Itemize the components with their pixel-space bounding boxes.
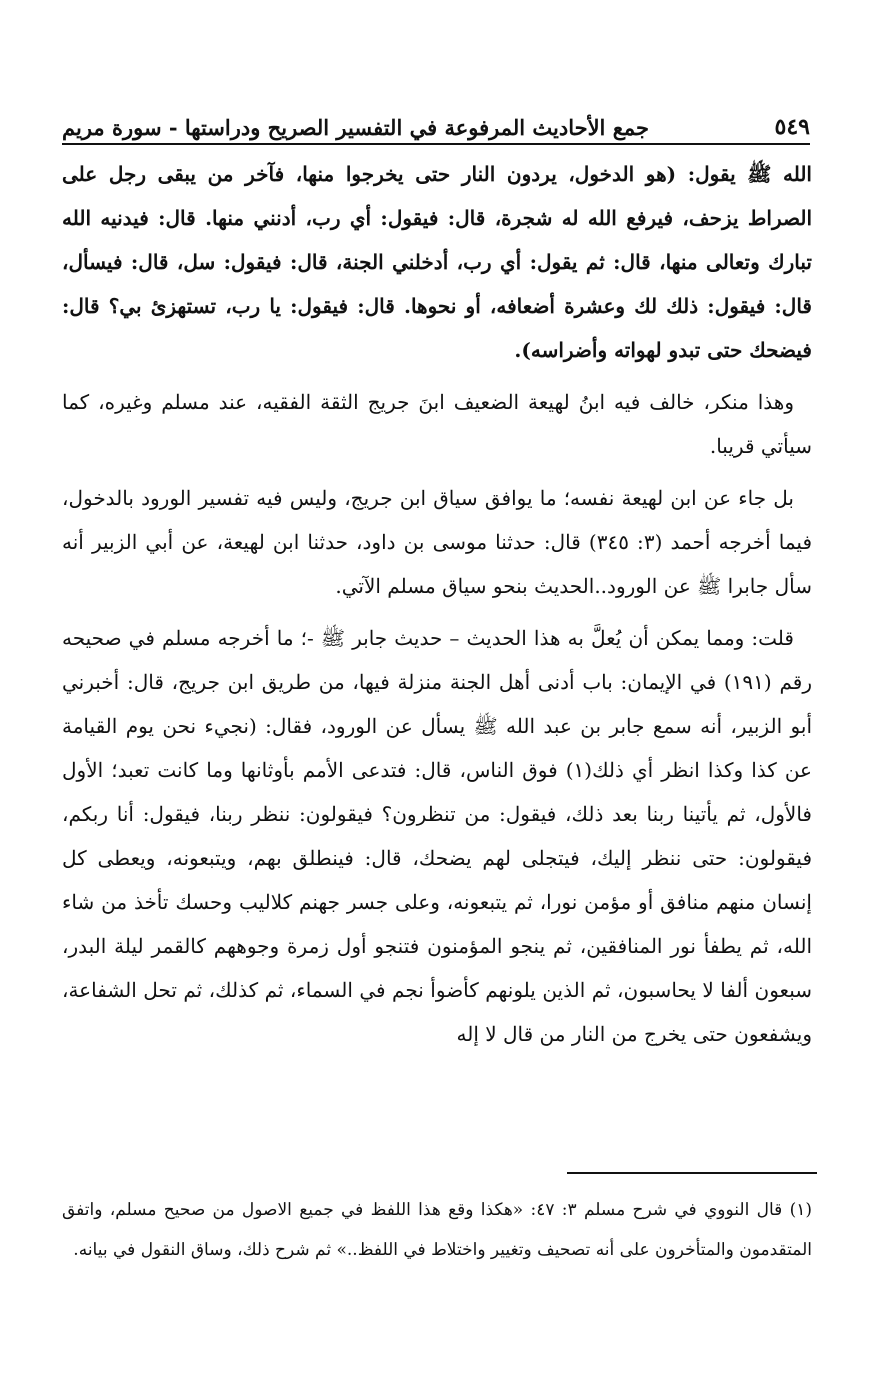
main-text xyxy=(62,152,812,1056)
footnote-1: (١) قال النووي في شرح مسلم ٣: ٤٧: «هكذا وقع هذا اللفظ في جميع الاصول من صحيح مسلم، واتفق المتقدمون والمتأخرون على أنه تصحيف وتغيير واختلاط في اللفظ..» ثم شرح ذلك، وساق النقول في بيانه. xyxy=(62,1200,812,1260)
header-rule xyxy=(62,143,810,145)
paragraph-muslim-narration: قلت: ومما يمكن أن يُعلَّ به هذا الحديث – حديث جابر ﷺ -؛ ما أخرجه مسلم في صحيحه رقم (١٩١) في الإيمان: باب أدنى أهل الجنة منزلة فيها، من طريق ابن جريج، قال: أخبرني أبو الزبير، أنه سمع جابر بن عبد الله ﷺ يسأل عن الورود، فقال: (نجيء نحن يوم القيامة عن كذا وكذا انظر أي ذلك(١) فوق الناس، قال: فتدعى الأمم بأوثانها وما كانت تعبد؛ الأول فالأول، ثم يأتينا ربنا بعد ذلك، فيقول: من تنظرون؟ فيقولون: ننظر ربنا، فيقول: أنا ربكم، فيقولون: حتى ننظر إليك، فيتجلى لهم يضحك، قال: فينطلق بهم، ويتبعونه، ويعطى كل إنسان منهم منافق أو مؤمن نورا، ثم يتبعونه، وعلى جسر جهنم كلاليب وحسك تأخذ من شاء الله، ثم يطفأ نور المنافقين، ثم ينجو المؤمنون فتنجو أول زمرة وجوههم كالقمر ليلة البدر، سبعون ألفا لا يحاسبون، ثم الذين يلونهم كأضوأ نجم في السماء، ثم كذلك، ثم تحل الشفاعة، ويشفعون حتى يخرج من النار من قال لا إله xyxy=(62,626,812,1046)
footnotes xyxy=(62,1190,812,1270)
running-header xyxy=(62,110,810,144)
paragraph-hadith-quote: الله ﷺ يقول: (هو الدخول، يردون النار حتى يخرجوا منها، فآخر من يبقى رجل على الصراط يزحف، فيرفع الله له شجرة، قال: فيقول: أي رب، أدنني منها. قال: فيدنيه الله تبارك وتعالى منها، قال: ثم يقول: أي رب، أدخلني الجنة، قال: فيقول: سل، قال: فيسأل، قال: فيقول: ذلك لك وعشرة أضعافه، أو نحوها. قال: فيقول: يا رب، تستهزئ بي؟ قال: فيضحك حتى تبدو لهواته وأضراسه). xyxy=(62,162,812,362)
header-title: جمع الأحاديث المرفوعة في التفسير الصريح ودراستها - سورة مريم xyxy=(62,114,650,140)
page-number: ٥٤٩ xyxy=(774,114,810,140)
paragraph-munkar: وهذا منكر، خالف فيه ابنُ لهيعة الضعيف ابنَ جريج الثقة الفقيه، عند مسلم وغيره، كما سيأتي قريبا. xyxy=(62,390,812,458)
footnote-rule xyxy=(567,1172,817,1174)
paragraph-ibn-lahia: بل جاء عن ابن لهيعة نفسه؛ ما يوافق سياق ابن جريج، وليس فيه تفسير الورود بالدخول، فيما أخرجه أحمد (٣: ٣٤٥) قال: حدثنا موسى بن داود، حدثنا ابن لهيعة، عن أبي الزبير أنه سأل جابرا ﷺ عن الورود..الحديث بنحو سياق مسلم الآتي. xyxy=(62,486,813,598)
